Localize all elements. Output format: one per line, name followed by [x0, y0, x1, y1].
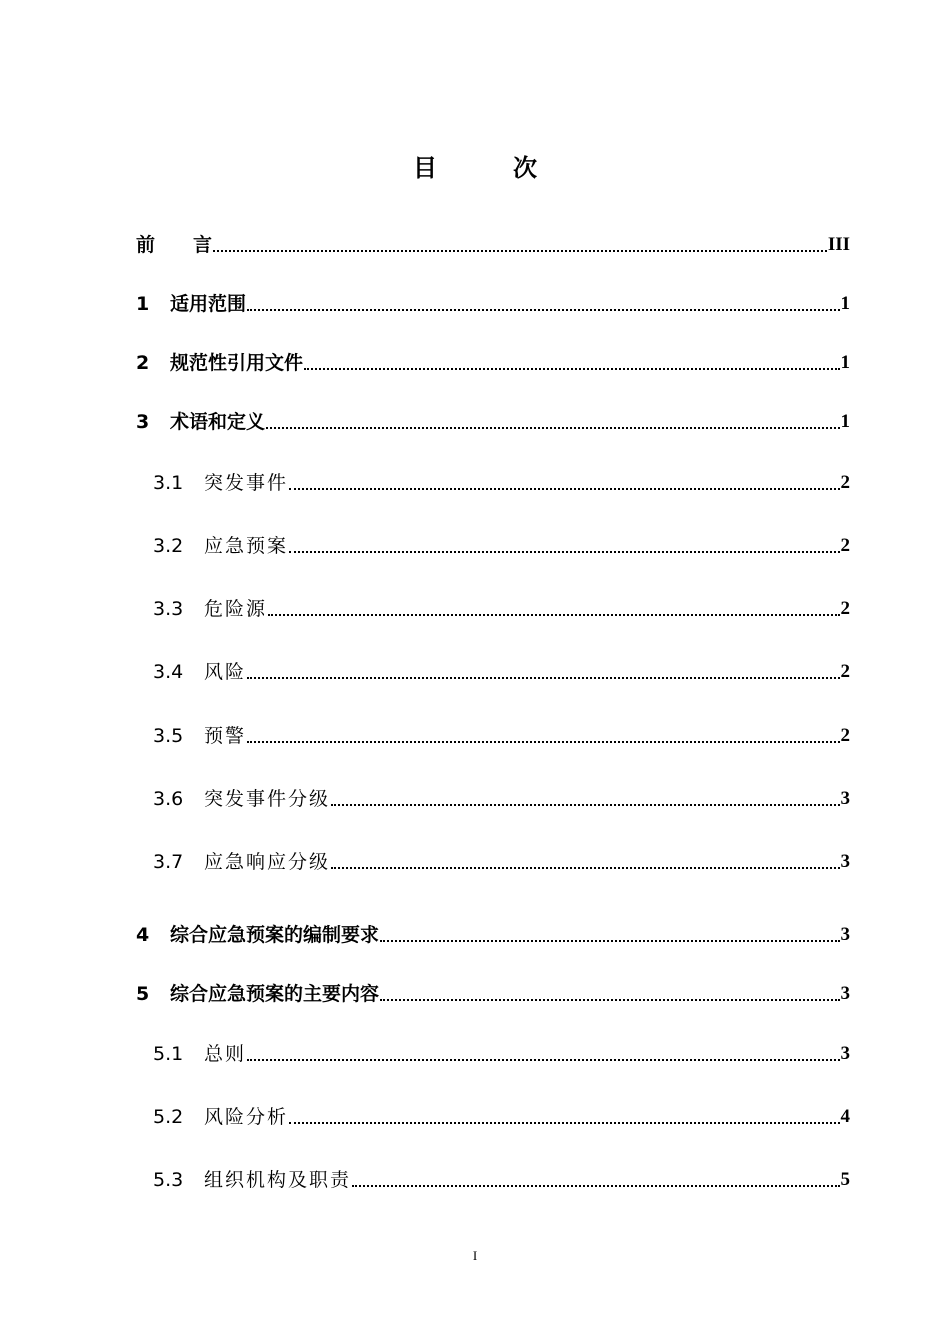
toc-entry-2[interactable]	[136, 346, 850, 376]
toc-entry-label: 组织机构及职责	[204, 1169, 352, 1191]
toc-leader-dots	[380, 999, 839, 1001]
page-number: I	[472, 1248, 478, 1263]
toc-entry-3[interactable]	[136, 405, 850, 435]
toc-leader-dots	[268, 614, 839, 616]
toc-entry-page: 1	[840, 411, 850, 432]
toc-entry-3-6[interactable]	[153, 782, 850, 812]
toc-leader-dots	[331, 804, 839, 806]
toc-entry-number: 3.7	[153, 851, 184, 873]
toc-entry-5[interactable]	[136, 977, 850, 1007]
toc-entry-label: 风险分析	[204, 1106, 289, 1128]
toc-entry-number: 4	[136, 924, 150, 946]
toc-entry-label: 预警	[204, 725, 247, 747]
toc-entry-number: 1	[136, 293, 150, 315]
toc-entry-page: 5	[840, 1169, 850, 1190]
toc-leader-dots	[352, 1185, 839, 1187]
toc-entry-page: 3	[840, 1043, 850, 1064]
toc-entry-label: 总则	[204, 1043, 247, 1065]
toc-leader-dots	[380, 940, 839, 942]
toc-entry-label: 应急预案	[204, 535, 289, 557]
toc-entry-page: 2	[840, 472, 850, 493]
toc-leader-dots	[247, 1059, 839, 1061]
toc-entry-3-3[interactable]	[153, 592, 850, 622]
toc-entry-label: 规范性引用文件	[170, 352, 304, 374]
toc-entry-4[interactable]	[136, 918, 850, 948]
toc-entry-3-5[interactable]	[153, 719, 850, 749]
toc-leader-dots	[289, 551, 839, 553]
toc-entry-label: 综合应急预案的主要内容	[170, 983, 380, 1005]
toc-entry-page: 3	[840, 924, 850, 945]
toc-entry-label: 突发事件分级	[204, 788, 331, 810]
toc-entry-label: 风险	[204, 661, 247, 683]
toc-entry-page: 2	[840, 535, 850, 556]
toc-entry-3-4[interactable]	[153, 655, 850, 685]
toc-entry-1[interactable]	[136, 287, 850, 317]
page-title: 目 次	[413, 154, 563, 182]
toc-entry-page: 1	[840, 293, 850, 314]
toc-entry-number: 5	[136, 983, 150, 1005]
toc-entry-5-2[interactable]	[153, 1100, 850, 1130]
toc-entry-page: 2	[840, 725, 850, 746]
toc-entry-label: 突发事件	[204, 472, 289, 494]
toc-entry-number: 5.1	[153, 1043, 184, 1065]
toc-entry-label: 危险源	[204, 598, 268, 620]
toc-entry-3-1[interactable]	[153, 466, 850, 496]
toc-entry-number: 3.3	[153, 598, 184, 620]
toc-entry-number: 3	[136, 411, 150, 433]
toc-entry-page: 3	[840, 983, 850, 1004]
toc-entry-label: 综合应急预案的编制要求	[170, 924, 380, 946]
toc-entry-page: 3	[840, 788, 850, 809]
toc-entry-page: 1	[840, 352, 850, 373]
toc-entry-page: 3	[840, 851, 850, 872]
toc-entry-number: 2	[136, 352, 150, 374]
toc-entry-number: 3.6	[153, 788, 184, 810]
toc-entry-5-1[interactable]	[153, 1037, 850, 1067]
toc-entry-number: 5.3	[153, 1169, 184, 1191]
toc-entry-3-7[interactable]	[153, 845, 850, 875]
toc-entry-label: 应急响应分级	[204, 851, 331, 873]
toc-leader-dots	[247, 741, 839, 743]
toc-entry-number: 3.4	[153, 661, 184, 683]
toc-leader-dots	[247, 309, 839, 311]
toc-entry-label: 前 言	[136, 234, 213, 256]
toc-entry-preface[interactable]	[136, 228, 850, 258]
toc-entry-page: 2	[840, 598, 850, 619]
toc-entry-page: 4	[840, 1106, 850, 1127]
toc-entry-number: 3.5	[153, 725, 184, 747]
toc-entry-number: 3.1	[153, 472, 184, 494]
toc-leader-dots	[289, 488, 839, 490]
toc-leader-dots	[304, 368, 839, 370]
toc-entry-number: 5.2	[153, 1106, 184, 1128]
toc-entry-page: III	[827, 234, 850, 255]
toc-leader-dots	[289, 1122, 839, 1124]
toc-leader-dots	[266, 427, 839, 429]
toc-entry-label: 术语和定义	[170, 411, 266, 433]
toc-entry-page: 2	[840, 661, 850, 682]
toc-entry-3-2[interactable]	[153, 529, 850, 559]
toc-leader-dots	[331, 867, 839, 869]
toc-leader-dots	[247, 677, 839, 679]
toc-entry-5-3[interactable]	[153, 1163, 850, 1193]
toc-entry-number: 3.2	[153, 535, 184, 557]
toc-entry-label: 适用范围	[170, 293, 247, 315]
toc-leader-dots	[213, 250, 827, 252]
